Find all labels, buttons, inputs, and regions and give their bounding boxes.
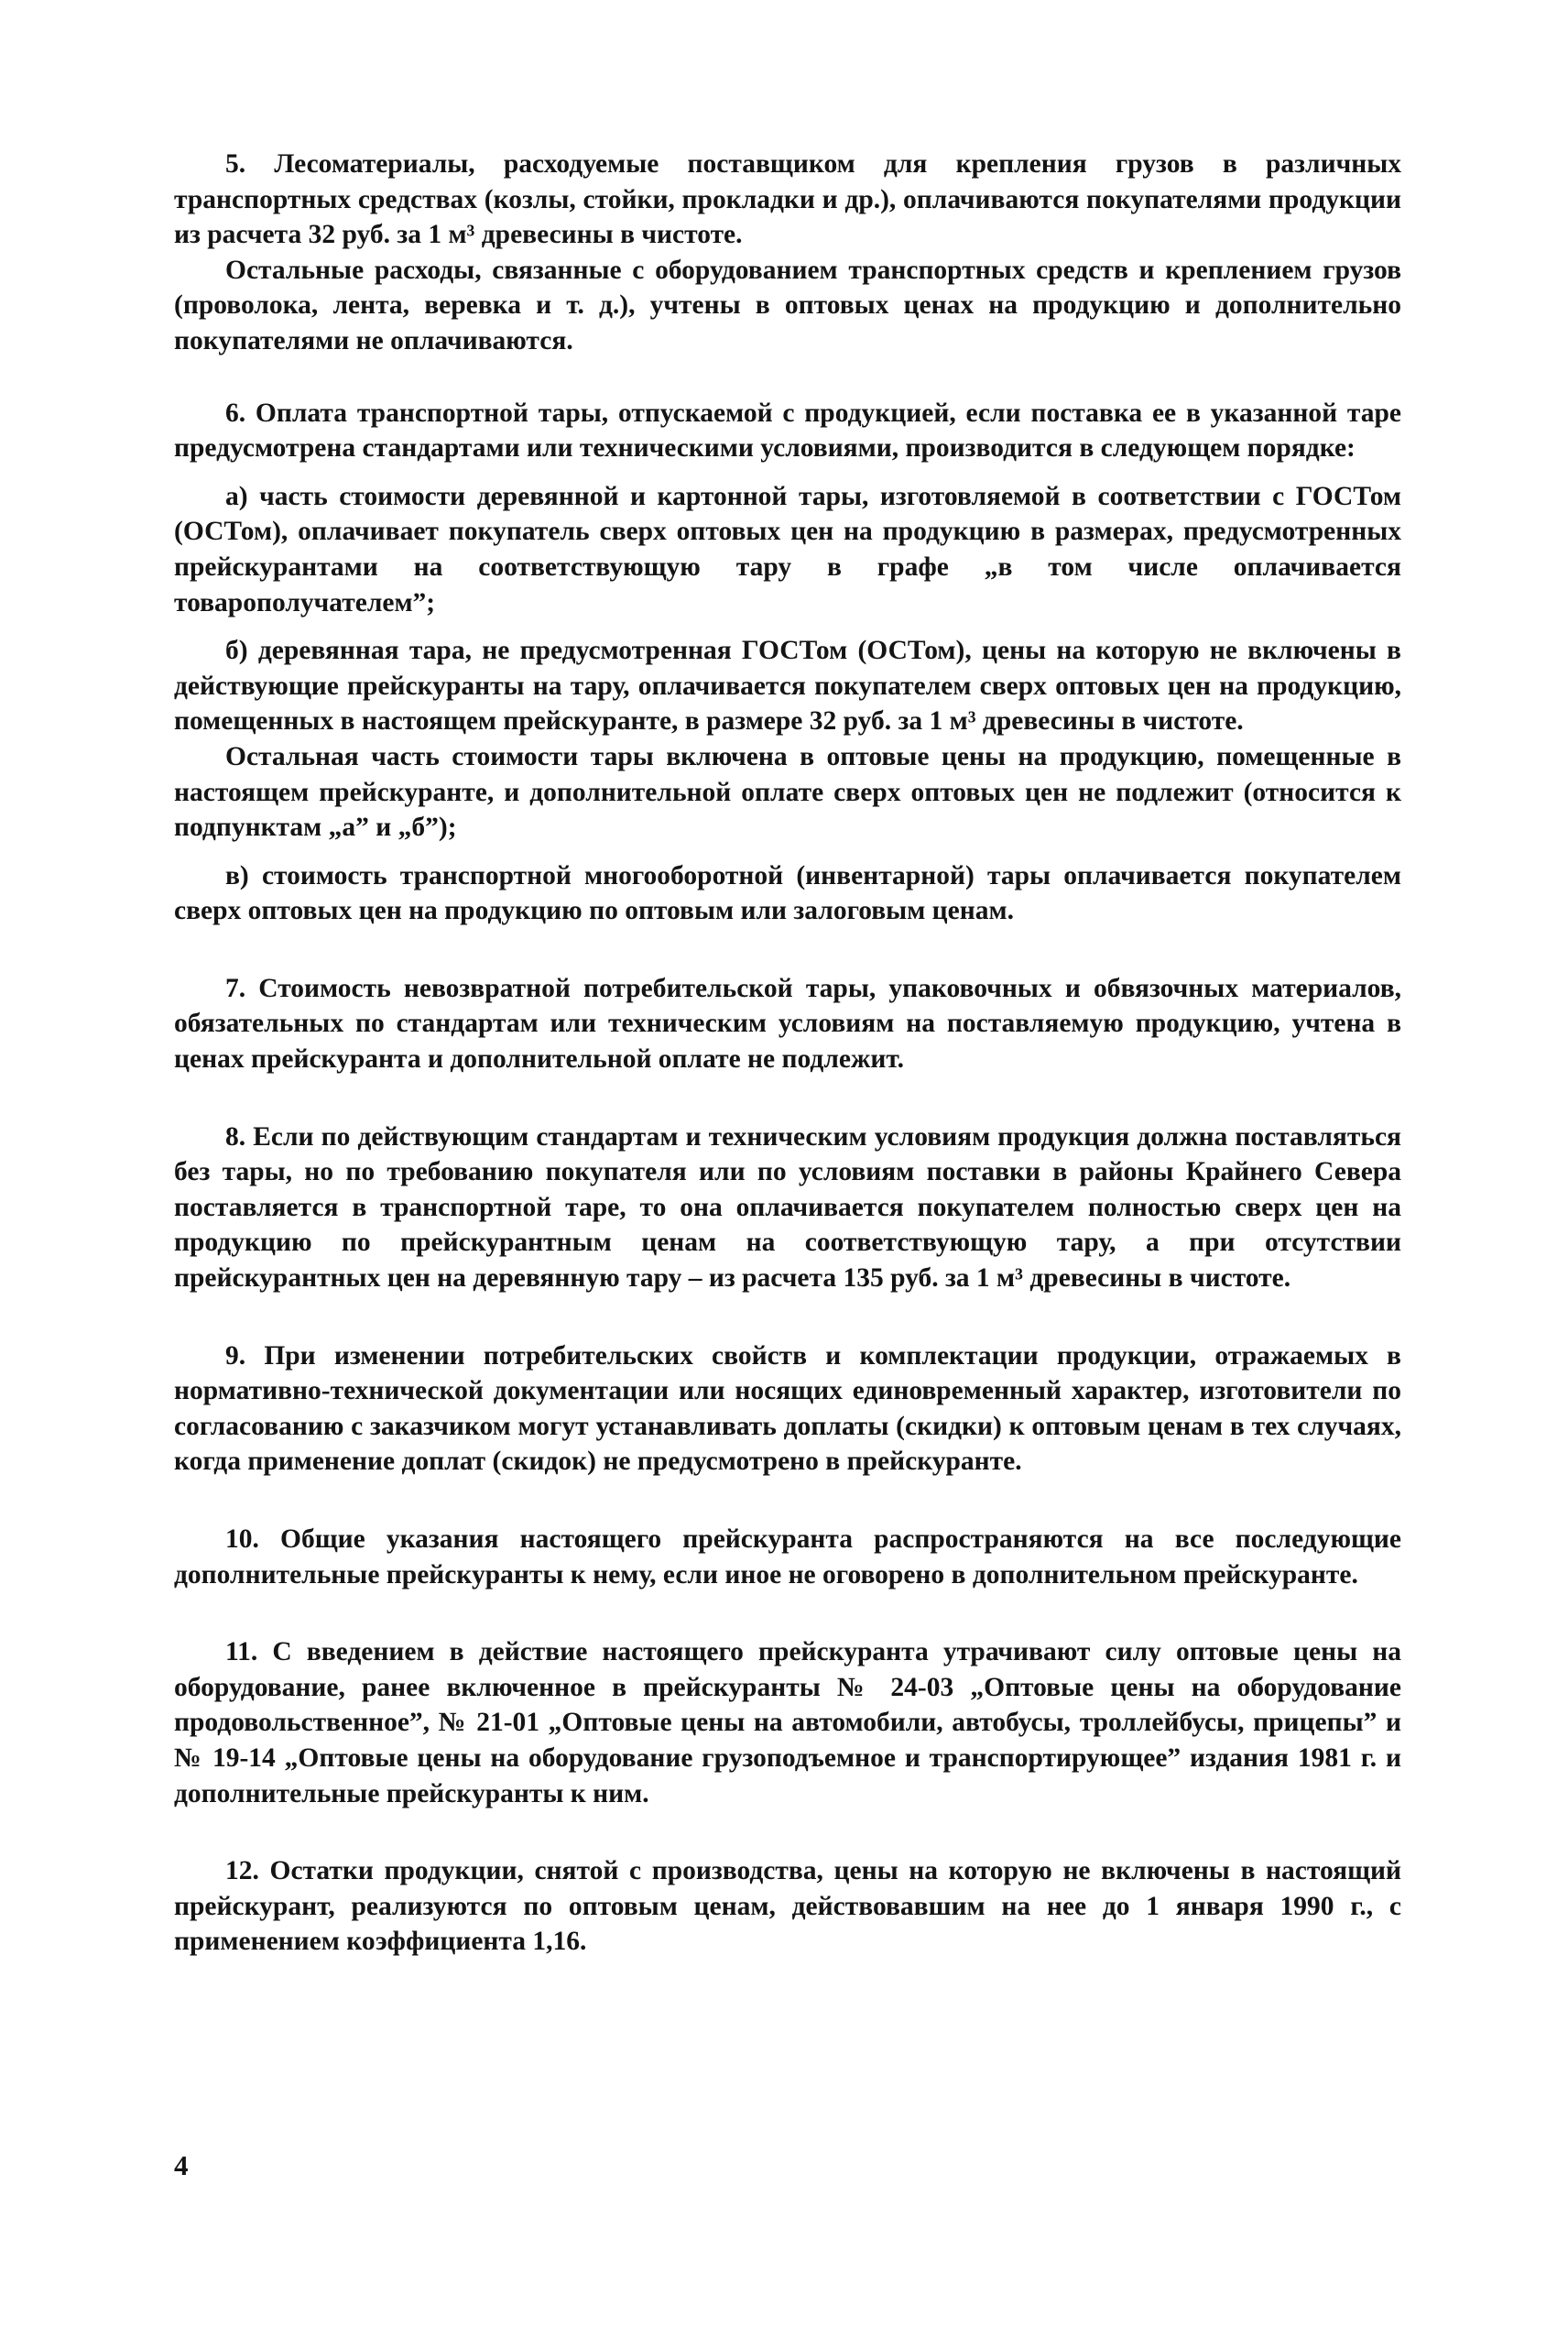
paragraph-11: 11. С введением в действие настоящего прейскуранта утрачивают силу оптовые цены на оборудование, ранее включенное в прейскуранты № 24-03 „Оптовые цены на оборудование продовольственное”, № 21-01 „Оптовые цены на автомобили, автобусы, троллейбусы, прицепы” и № 19-14 „Оптовые цены на оборудование грузоподъемное и транспортирующее” издания 1981 г. и дополнительные прейскуранты к ним. (174, 1637, 1401, 1808)
page-number: 4 (174, 2149, 189, 2181)
paragraph-6a: а) часть стоимости деревянной и картонной тары, изготовляемой в соответствии с ГОСТом (ОСТом), оплачивает покупатель сверх оптовых цен на продукцию в размерах, предусмотренных прейскурантами на соответствующую тару в графе „в том числе оплачивается товарополучателем”; (174, 481, 1401, 617)
paragraph-6-remaining-cost: Остальная часть стоимости тары включена в оптовые цены на продукцию, помещенные в настоящем прейскуранте, и дополнительной оплате сверх оптовых цен не подлежит (относится к подпунктам „а” и „б”); (174, 741, 1401, 843)
paragraph-6v: в) стоимость транспортной многооборотной (инвентарной) тары оплачивается покупателем сверх оптовых цен на продукцию по оптовым или залоговым ценам. (174, 860, 1401, 926)
paragraph-12: 12. Остатки продукции, снятой с производства, цены на которую не включены в настоящий прейскурант, реализуются по оптовым ценам, действовавшим на нее до 1 января 1990 г., с применением коэффициента 1,16. (174, 1856, 1401, 1957)
paragraph-6b: б) деревянная тара, не предусмотренная ГОСТом (ОСТом), цены на которую не включены в действующие прейскуранты на тару, оплачивается покупателем сверх оптовых цен на продукцию, помещенных в настоящем прейскуранте, в размере 32 руб. за 1 м³ древесины в чистоте. (174, 636, 1401, 737)
paragraph-6: 6. Оплата транспортной тары, отпускаемой с продукцией, если поставка ее в указанной таре предусмотрена стандартами или техническими условиями, производится в следующем порядке: (174, 398, 1401, 464)
paragraph-7: 7. Стоимость невозвратной потребительской тары, упаковочных и обвязочных материалов, обязательных по стандартам или техническим условиям на поставляемую продукцию, учтена в ценах прейскуранта и дополнительной оплате не подлежит. (174, 973, 1401, 1075)
paragraph-9: 9. При изменении потребительских свойств и комплектации продукции, отражаемых в нормативно-технической документации или носящих единовременный характер, изготовители по согласованию с заказчиком могут устанавливать доплаты (скидки) к оптовым ценам в тех случаях, когда применение доплат (скидок) не предусмотрено в прейскуранте. (174, 1340, 1401, 1477)
paragraph-5-remaining-costs: Остальные расходы, связанные с оборудованием транспортных средств и креплением грузов (проволока, лента, веревка и т. д.), учтены в оптовых ценах на продукцию и дополнительно покупателями не оплачиваются. (174, 255, 1401, 355)
paragraph-8: 8. Если по действующим стандартам и техническим условиям продукция должна поставляться без тары, но по требованию покупателя или по условиям поставки в районы Крайнего Севера поставляется в транспортной таре, то она оплачивается покупателем полностью сверх цен на продукцию по прейскурантным ценам на соответствующую тару, а при отсутствии прейскурантных цен на деревянную тару – из расчета 135 руб. за 1 м³ древесины в чистоте. (174, 1121, 1401, 1294)
document-page (174, 147, 1401, 1960)
paragraph-5: 5. Лесоматериалы, расходуемые поставщиком для крепления грузов в различных транспортных средствах (козлы, стойки, прокладки и др.), оплачиваются покупателями продукции из расчета 32 руб. за 1 м³ древесины в чистоте. (174, 149, 1401, 250)
paragraph-10: 10. Общие указания настоящего прейскуранта распространяются на все последующие дополнительные прейскуранты к нему, если иное не оговорено в дополнительном прейскуранте. (174, 1524, 1401, 1590)
